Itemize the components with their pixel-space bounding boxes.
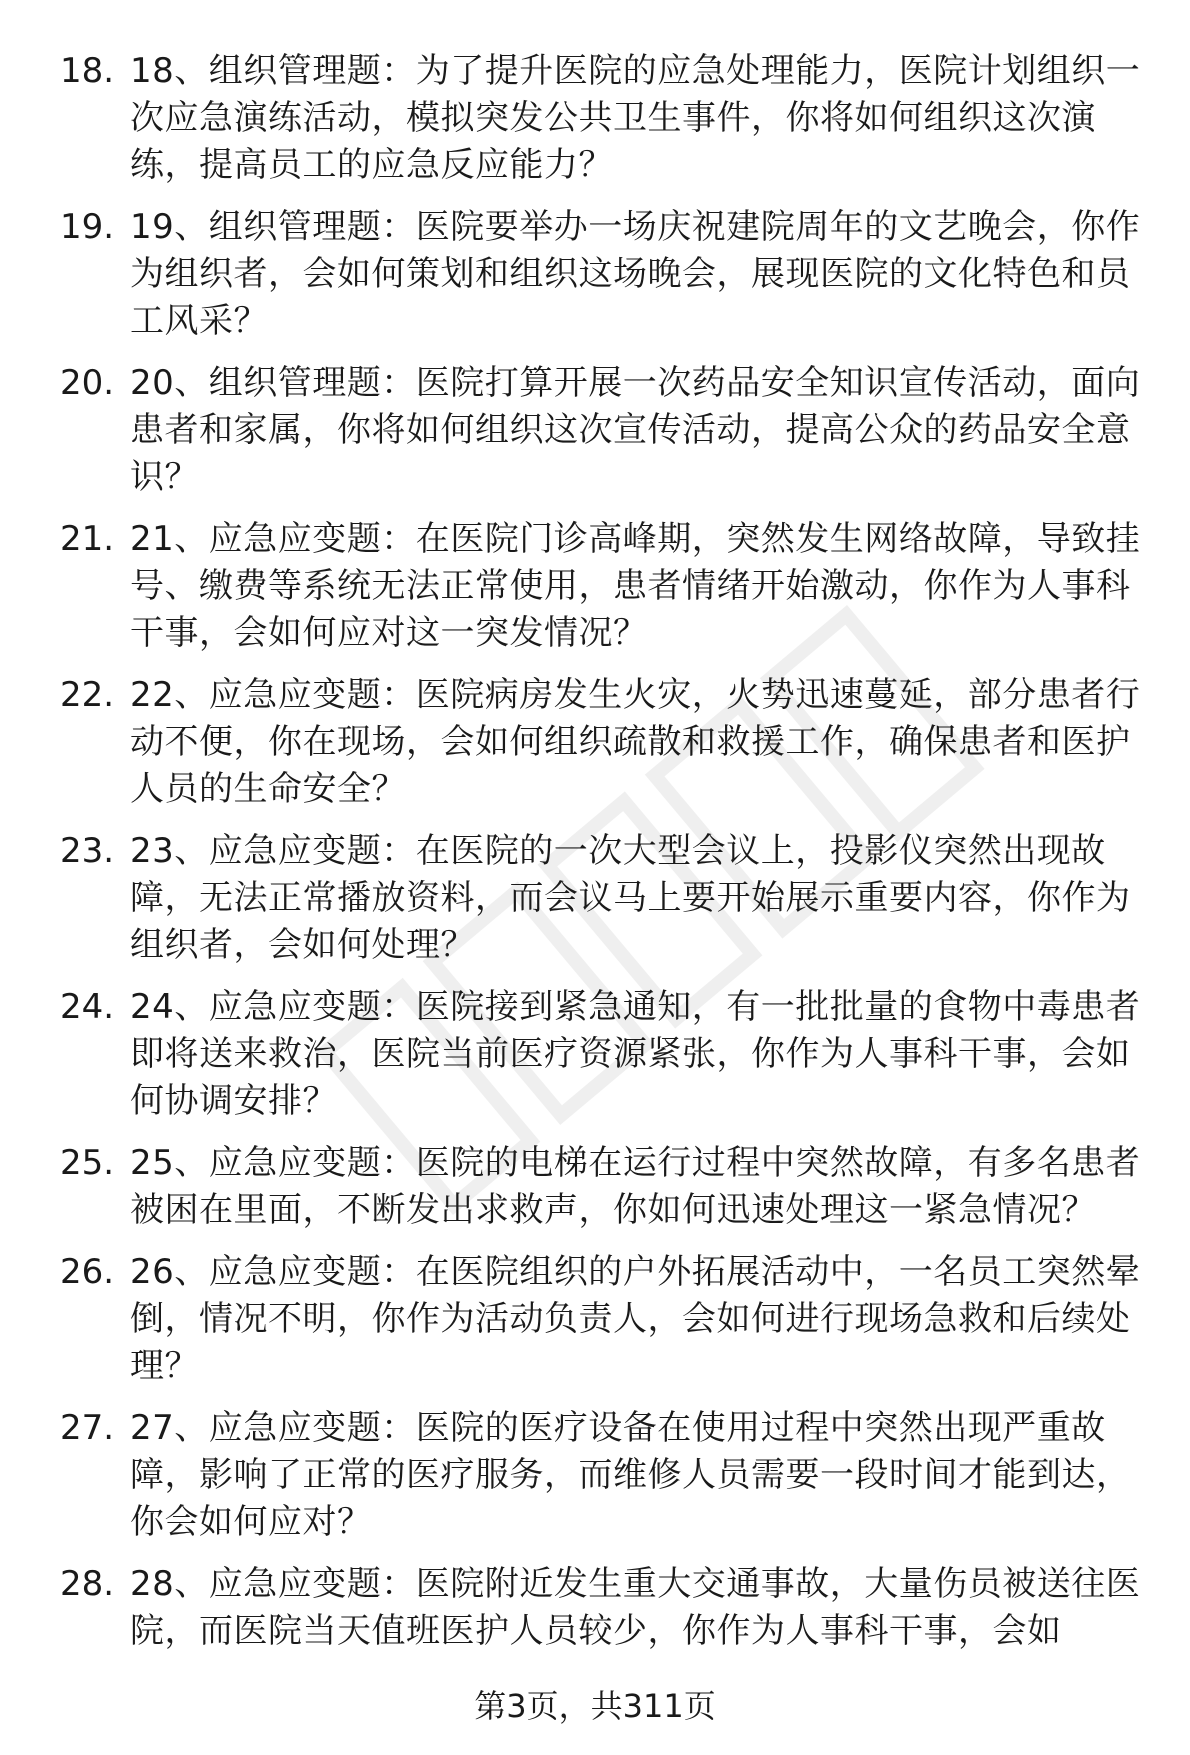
question-number: 19. xyxy=(60,207,115,247)
question-number: 23. xyxy=(60,831,115,871)
list-item xyxy=(60,516,1150,657)
list-item xyxy=(60,1140,1150,1234)
list-item xyxy=(60,828,1150,969)
page-footer: 第3页，共311页 xyxy=(474,1687,716,1725)
question-list xyxy=(60,48,1150,1670)
question-text: 18、组织管理题：为了提升医院的应急处理能力，医院计划组织一次应急演练活动，模拟突发公共卫生事件，你将如何组织这次演练，提高员工的应急反应能力？ xyxy=(130,51,1141,185)
list-item xyxy=(60,672,1150,813)
question-number: 18. xyxy=(60,51,115,91)
list-item xyxy=(60,984,1150,1125)
question-text: 23、应急应变题：在医院的一次大型会议上，投影仪突然出现故障，无法正常播放资料，而会议马上要开始展示重要内容，你作为组织者，会如何处理？ xyxy=(130,831,1131,965)
list-item xyxy=(60,204,1150,345)
question-number: 21. xyxy=(60,519,115,559)
question-number: 26. xyxy=(60,1252,115,1292)
question-text: 22、应急应变题：医院病房发生火灾，火势迅速蔓延，部分患者行动不便，你在现场，会如何组织疏散和救援工作，确保患者和医护人员的生命安全？ xyxy=(130,675,1141,809)
list-item xyxy=(60,1561,1150,1655)
question-text: 26、应急应变题：在医院组织的户外拓展活动中，一名员工突然晕倒，情况不明，你作为活动负责人，会如何进行现场急救和后续处理？ xyxy=(130,1252,1141,1386)
question-number: 20. xyxy=(60,363,115,403)
question-text: 25、应急应变题：医院的电梯在运行过程中突然故障，有多名患者被困在里面，不断发出求救声，你如何迅速处理这一紧急情况？ xyxy=(130,1143,1141,1230)
question-number: 24. xyxy=(60,987,115,1027)
question-text: 24、应急应变题：医院接到紧急通知，有一批批量的食物中毒患者即将送来救治，医院当前医疗资源紧张，你作为人事科干事，会如何协调安排？ xyxy=(130,987,1141,1121)
question-text: 19、组织管理题：医院要举办一场庆祝建院周年的文艺晚会，你作为组织者，会如何策划和组织这场晚会，展现医院的文化特色和员工风采？ xyxy=(130,207,1141,341)
list-item xyxy=(60,48,1150,189)
question-text: 21、应急应变题：在医院门诊高峰期，突然发生网络故障，导致挂号、缴费等系统无法正常使用，患者情绪开始激动，你作为人事科干事，会如何应对这一突发情况？ xyxy=(130,519,1141,653)
question-text: 27、应急应变题：医院的医疗设备在使用过程中突然出现严重故障，影响了正常的医疗服务，而维修人员需要一段时间才能到达，你会如何应对？ xyxy=(130,1408,1131,1542)
question-text: 20、组织管理题：医院打算开展一次药品安全知识宣传活动，面向患者和家属，你将如何组织这次宣传活动，提高公众的药品安全意识？ xyxy=(130,363,1141,497)
question-number: 27. xyxy=(60,1408,115,1448)
question-number: 22. xyxy=(60,675,115,715)
list-item xyxy=(60,1249,1150,1390)
question-text: 28、应急应变题：医院附近发生重大交通事故，大量伤员被送往医院，而医院当天值班医护人员较少，你作为人事科干事，会如 xyxy=(130,1564,1141,1651)
question-number: 25. xyxy=(60,1143,115,1183)
list-item xyxy=(60,1405,1150,1546)
list-item xyxy=(60,360,1150,501)
question-number: 28. xyxy=(60,1564,115,1604)
